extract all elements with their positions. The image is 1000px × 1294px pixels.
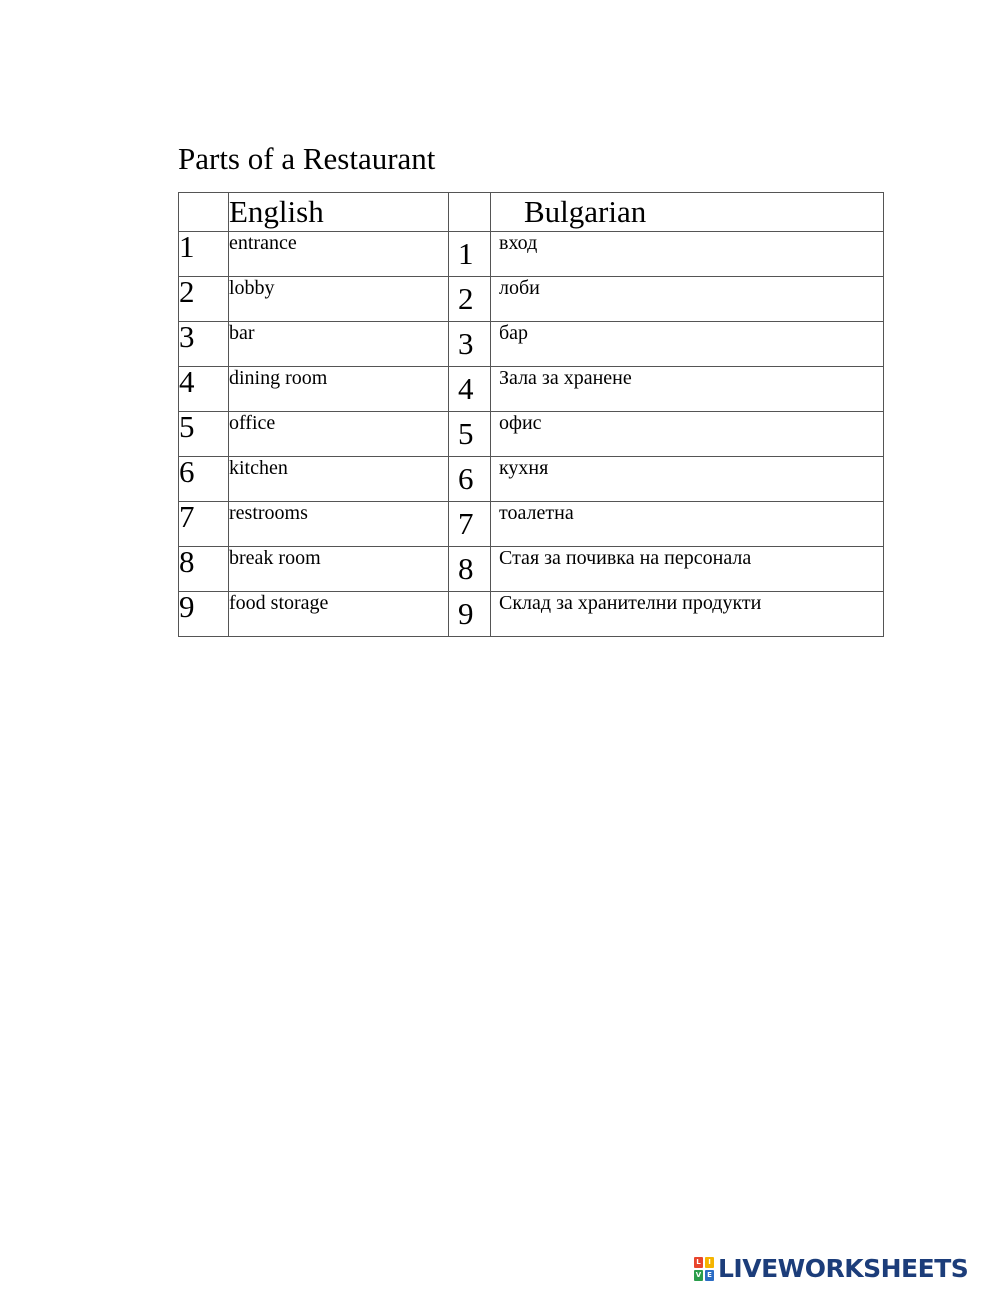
english-word: office (229, 412, 449, 457)
vocabulary-table (178, 192, 884, 637)
bulgarian-word: лоби (491, 277, 884, 322)
header-number-cell (449, 193, 491, 232)
bulgarian-word: Зала за хранене (491, 367, 884, 412)
row-number: 7 (179, 502, 229, 547)
row-number: 4 (179, 367, 229, 412)
table-header-row (179, 193, 884, 232)
row-number: 7 (449, 502, 491, 547)
page-title: Parts of a Restaurant (178, 141, 436, 176)
logo-square: E (705, 1270, 714, 1281)
table-row (179, 412, 884, 457)
table-row (179, 322, 884, 367)
row-number: 6 (449, 457, 491, 502)
table-row (179, 502, 884, 547)
row-number: 8 (179, 547, 229, 592)
english-word: food storage (229, 592, 449, 637)
table-row (179, 547, 884, 592)
row-number: 2 (179, 277, 229, 322)
row-number: 1 (179, 232, 229, 277)
english-word: dining room (229, 367, 449, 412)
row-number: 1 (449, 232, 491, 277)
row-number: 8 (449, 547, 491, 592)
logo-square: V (695, 1271, 702, 1279)
logo-squares-icon (694, 1257, 714, 1281)
table-row (179, 367, 884, 412)
table-row (179, 232, 884, 277)
logo-text: LIVEWORKSHEETS (718, 1254, 969, 1283)
row-number: 5 (449, 412, 491, 457)
english-word: kitchen (229, 457, 449, 502)
english-word: bar (229, 322, 449, 367)
header-number-cell (179, 193, 229, 232)
english-word: lobby (229, 277, 449, 322)
bulgarian-word: тоалетна (491, 502, 884, 547)
row-number: 3 (449, 322, 491, 367)
bulgarian-word: кухня (491, 457, 884, 502)
english-word: entrance (229, 232, 449, 277)
logo-square: I (705, 1257, 714, 1268)
row-number: 9 (179, 592, 229, 637)
liveworksheets-logo[interactable] (694, 1256, 968, 1282)
table-row (179, 277, 884, 322)
bulgarian-word: Склад за хранителни продукти (491, 592, 884, 637)
header-english: English (229, 193, 449, 232)
header-bulgarian: Bulgarian (491, 193, 884, 232)
bulgarian-word: Стая за почивка на персонала (491, 547, 884, 592)
row-number: 5 (179, 412, 229, 457)
row-number: 6 (179, 457, 229, 502)
table-row (179, 592, 884, 637)
row-number: 2 (449, 277, 491, 322)
english-word: break room (229, 547, 449, 592)
row-number: 4 (449, 367, 491, 412)
row-number: 3 (179, 322, 229, 367)
bulgarian-word: вход (491, 232, 884, 277)
bulgarian-word: бар (491, 322, 884, 367)
row-number: 9 (449, 592, 491, 637)
logo-square: L (694, 1257, 703, 1268)
table-row (179, 457, 884, 502)
bulgarian-word: офис (491, 412, 884, 457)
english-word: restrooms (229, 502, 449, 547)
